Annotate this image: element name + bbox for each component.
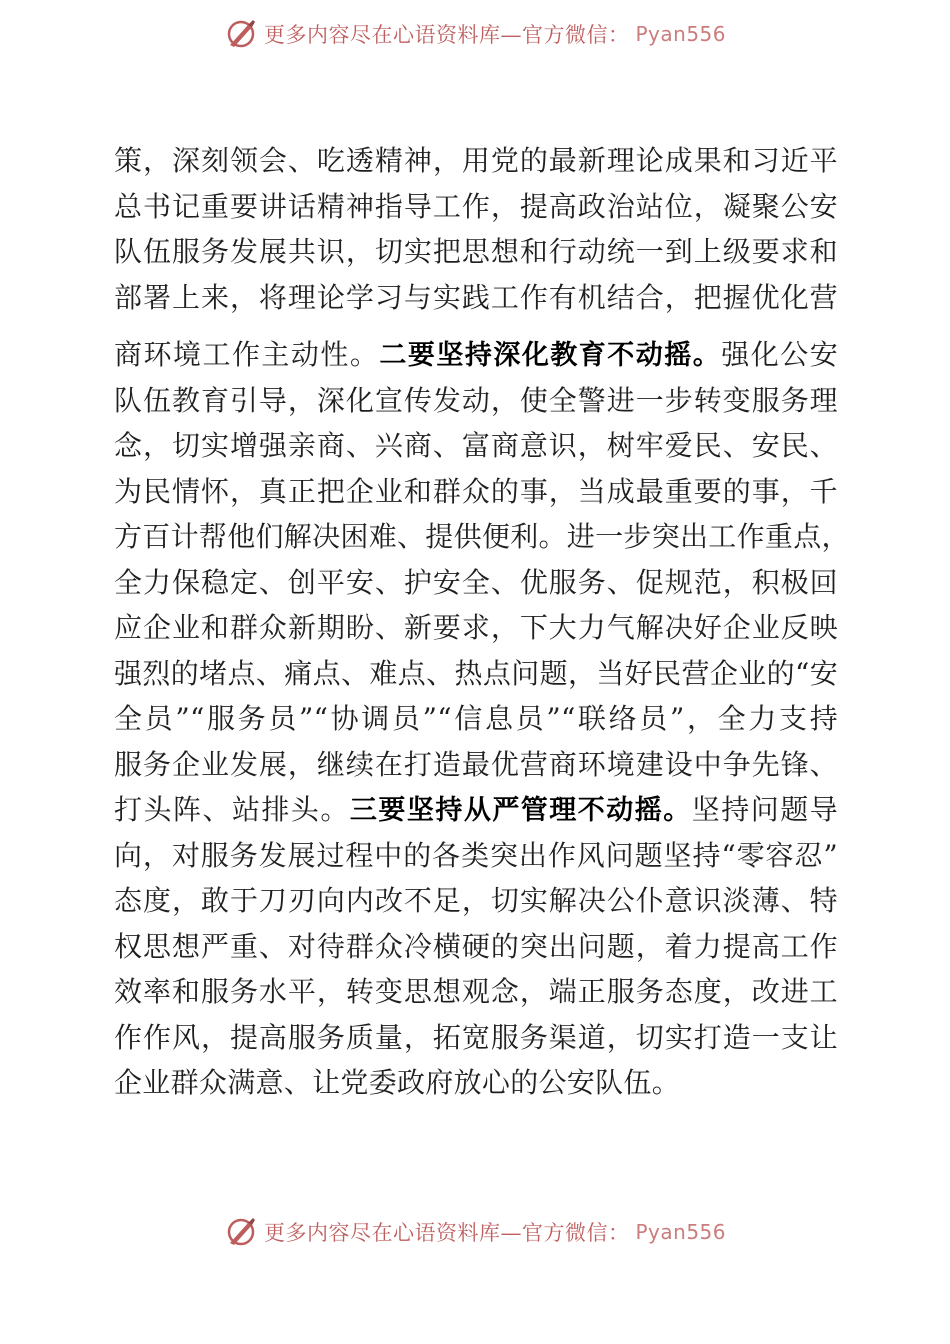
text-line: 向，对服务发展过程中的各类突出作风问题坚持“零容忍” (114, 838, 838, 872)
section-heading-2: 二要坚持深化教育不动摇。 (379, 340, 722, 371)
watermark-wechat-id: Pyan556 (635, 1220, 726, 1244)
text-line: 应企业和群众新期盼、新要求，下大力气解决好企业反映 (114, 611, 838, 644)
header-watermark (0, 14, 950, 54)
text-line: 打头阵、站排头。三要坚持从严管理不动摇。坚持问题导 (114, 793, 838, 826)
text-line: 部署上来，将理论学习与实践工作有机结合，把握优化营 (114, 280, 838, 314)
text-line: 念，切实增强亲商、兴商、富商意识，树牢爱民、安民、 (114, 429, 838, 462)
watermark-text: 更多内容尽在心语资料库—官方微信： (263, 1221, 630, 1245)
watermark-wechat-id: Pyan556 (635, 22, 726, 46)
text-line: 权思想严重、对待群众冷横硬的突出问题，着力提高工作 (114, 929, 838, 963)
text-line: 策，深刻领会、吃透精神，用党的最新理论成果和习近平 (114, 144, 838, 177)
text-line: 全力保稳定、创平安、护安全、优服务、促规范，积极回 (114, 565, 838, 599)
text-line: 总书记重要讲话精神指导工作，提高政治站位，凝聚公安 (114, 189, 838, 223)
watermark-text: 更多内容尽在心语资料库—官方微信： (263, 23, 630, 47)
text-line: 全员”“服务员”“协调员”“信息员”“联络员”，全力支持 (114, 702, 838, 735)
text-line: 强烈的堵点、痛点、难点、热点问题，当好民营企业的“安 (114, 656, 838, 690)
footer-watermark (0, 1212, 950, 1252)
text-line: 作作风，提高服务质量，拓宽服务渠道，切实打造一支让 (114, 1020, 838, 1054)
text-line: 企业群众满意、让党委政府放心的公安队伍。 (114, 1066, 681, 1099)
text-line: 队伍教育引导，深化宣传发动，使全警进一步转变服务理 (114, 383, 838, 417)
text-line: 效率和服务水平，转变思想观念，端正服务态度，改进工 (114, 975, 838, 1008)
section-heading-3: 三要坚持从严管理不动摇。 (349, 795, 692, 826)
pen-logo-icon (224, 1215, 258, 1249)
pen-logo-icon (224, 17, 258, 51)
text-line: 为民情怀，真正把企业和群众的事，当成最重要的事，千 (114, 474, 838, 508)
document-body (114, 138, 850, 1106)
text-line: 队伍服务发展共识，切实把思想和行动统一到上级要求和 (114, 235, 838, 268)
text-line: 商环境工作主动性。二要坚持深化教育不动摇。强化公安 (114, 338, 838, 371)
text-line: 服务企业发展，继续在打造最优营商环境建设中争先锋、 (114, 747, 838, 781)
text-line: 态度，敢于刀刃向内改不足，切实解决公仆意识淡薄、特 (114, 884, 838, 917)
text-line: 方百计帮他们解决困难、提供便利。进一步突出工作重点， (114, 520, 850, 553)
